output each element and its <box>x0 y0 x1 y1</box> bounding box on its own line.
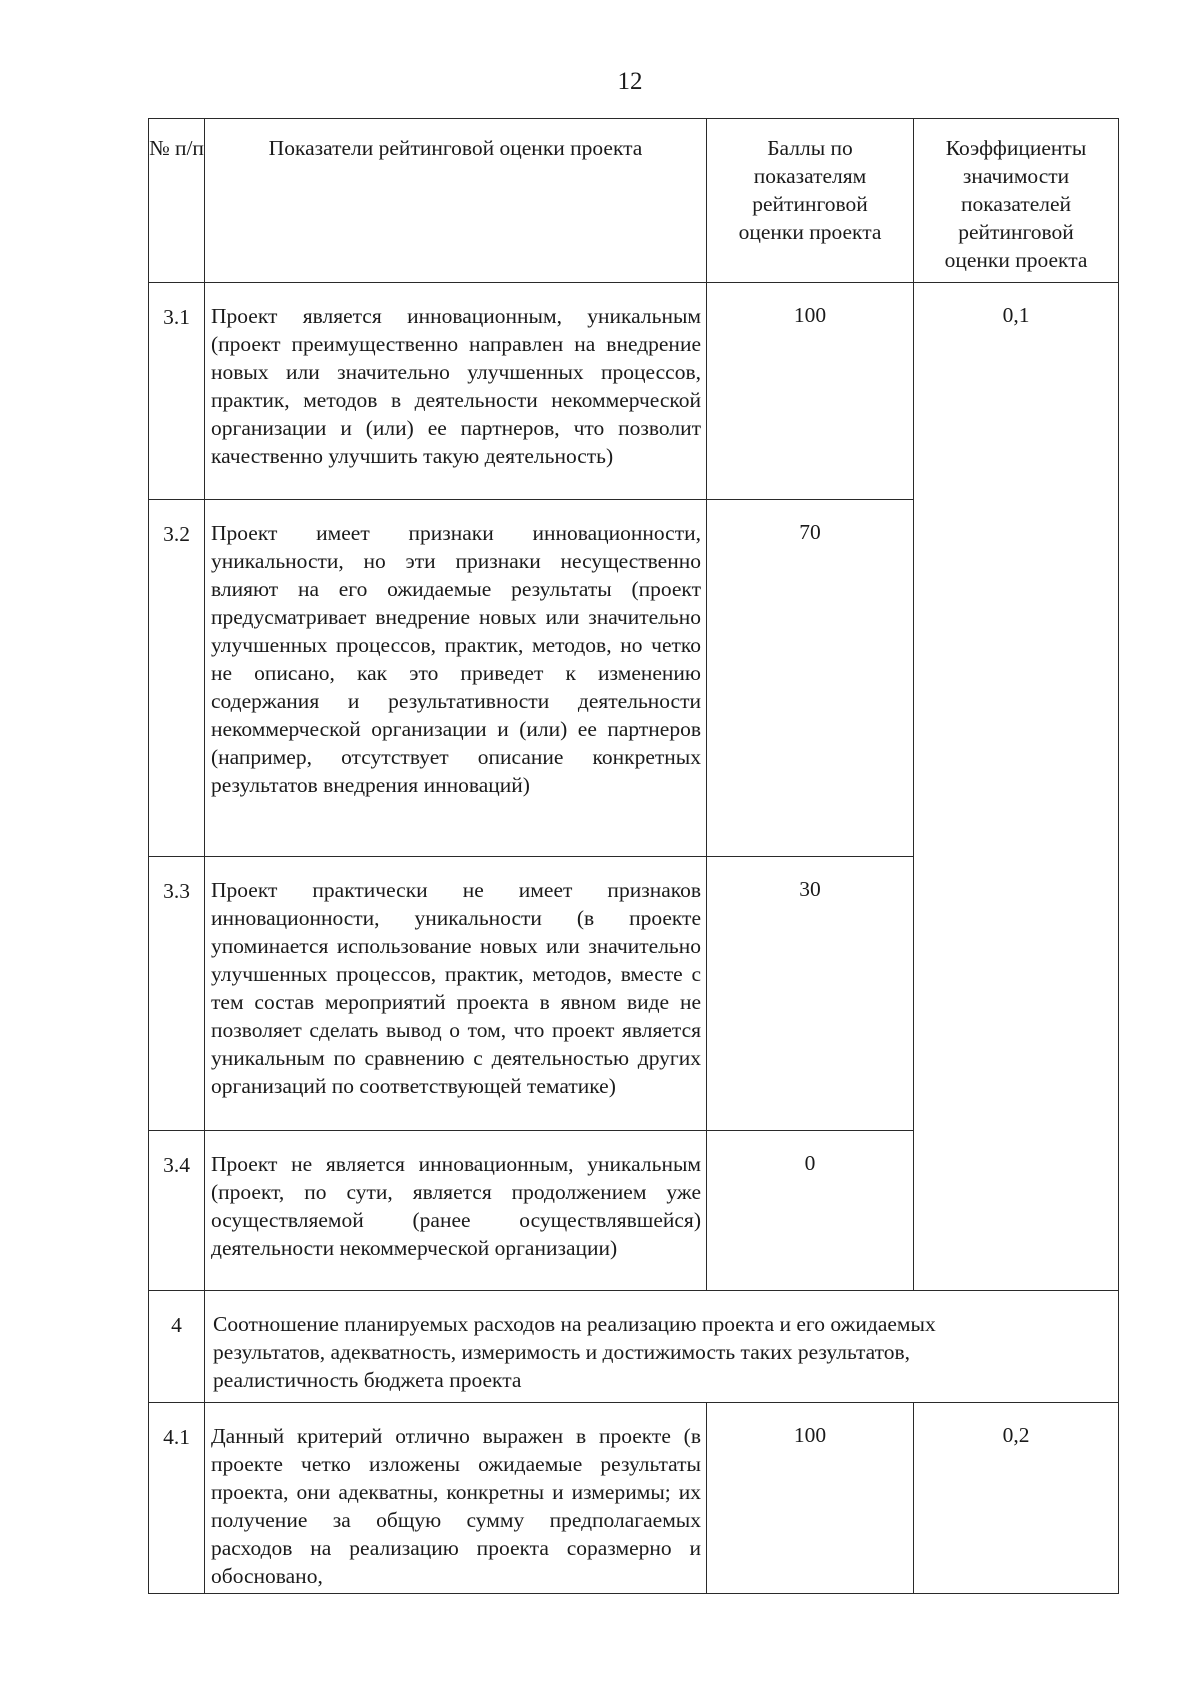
table-row <box>149 283 1119 500</box>
section-row <box>149 1291 1119 1403</box>
header-score: Баллы по показателям рейтинговой оценки проекта <box>707 119 914 283</box>
header-num: № п/п <box>149 119 205 283</box>
row-indicator: Проект не является инновационным, уникальным (проект, по сути, является продолжением уже осуществляемой (ранее осуществлявшейся) деятельности некоммерческой организации) <box>205 1131 707 1291</box>
row-coefficient: 0,2 <box>914 1403 1119 1594</box>
table-header-row <box>149 119 1119 283</box>
row-score: 30 <box>707 857 914 1131</box>
row-indicator: Данный критерий отлично выражен в проекте (в проекте четко изложены ожидаемые результаты проекта, они адекватны, конкретны и измеримы; их получение за общую сумму предполагаемых расходов на реализацию проекта соразмерно и обосновано, <box>205 1403 707 1594</box>
row-num: 3.1 <box>149 283 205 500</box>
header-coefficient: Коэффициенты значимости показателей рейтинговой оценки проекта <box>914 119 1119 283</box>
row-indicator: Проект является инновационным, уникальным (проект преимущественно направлен на внедрение новых или значительно улучшенных процессов, практик, методов в деятельности некоммерческой организации и (или) ее партнеров, что позволит качественно улучшить такую деятельность) <box>205 283 707 500</box>
criteria-table <box>148 118 1119 1594</box>
row-score: 100 <box>707 283 914 500</box>
row-indicator: Проект практически не имеет признаков инновационности, уникальности (в проекте упоминается использование новых или значительно улучшенных процессов, практик, методов, вместе с тем состав мероприятий проекта в явном виде не позволяет сделать вывод о том, что проект является уникальным по сравнению с деятельностью других организаций по соответствующей тематике) <box>205 857 707 1131</box>
row-num: 3.3 <box>149 857 205 1131</box>
row-num: 4.1 <box>149 1403 205 1594</box>
row-num: 3.4 <box>149 1131 205 1291</box>
table-row <box>149 1403 1119 1594</box>
section-title: Соотношение планируемых расходов на реализацию проекта и его ожидаемых результатов, адекватность, измеримость и достижимость таких результатов, реалистичность бюджета проекта <box>205 1291 1119 1403</box>
row-indicator: Проект имеет признаки инновационности, уникальности, но эти признаки несущественно влияют на его ожидаемые результаты (проект предусматривает внедрение новых или значительно улучшенных процессов, практик, методов, но четко не описано, как это приведет к изменению содержания и результативности деятельности некоммерческой организации и (или) ее партнеров (например, отсутствует описание конкретных результатов внедрения инноваций) <box>205 500 707 857</box>
row-num: 3.2 <box>149 500 205 857</box>
row-score: 0 <box>707 1131 914 1291</box>
row-score: 100 <box>707 1403 914 1594</box>
row-score: 70 <box>707 500 914 857</box>
header-indicator: Показатели рейтинговой оценки проекта <box>205 119 707 283</box>
section-num: 4 <box>149 1291 205 1403</box>
row-coefficient: 0,1 <box>914 283 1119 1291</box>
page-number: 12 <box>617 68 643 95</box>
